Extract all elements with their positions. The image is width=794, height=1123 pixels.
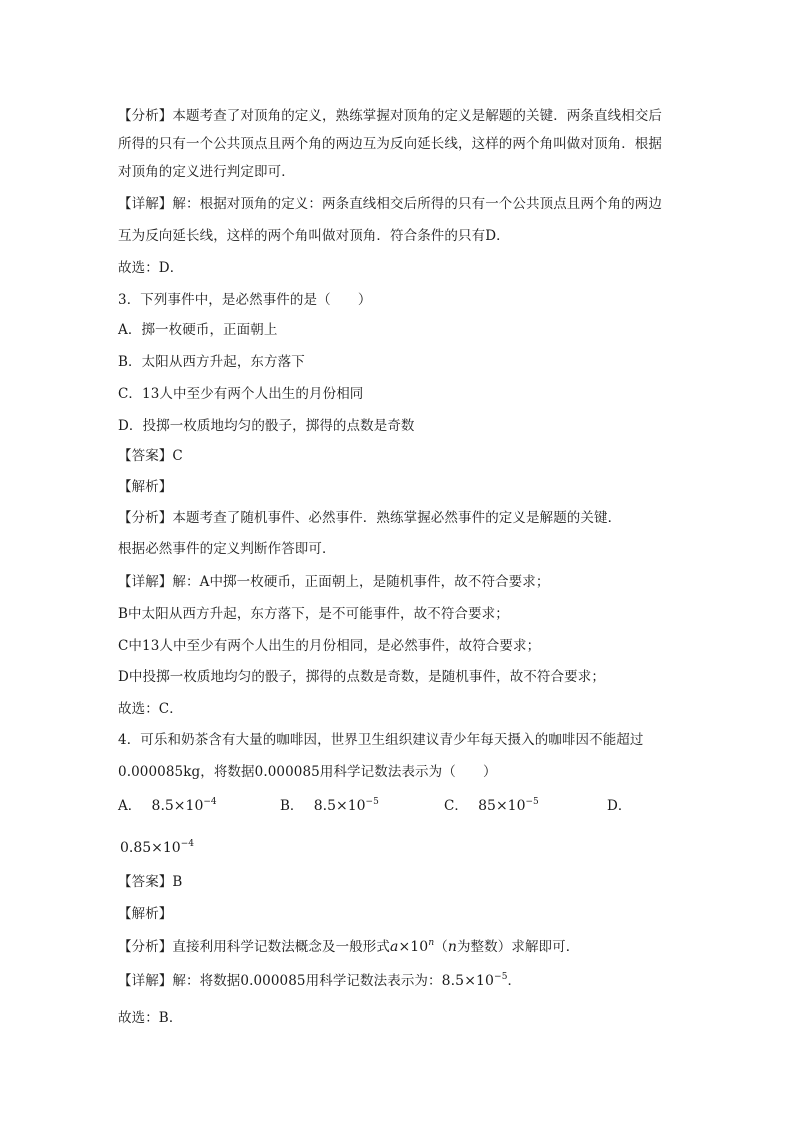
q2-analysis-line-3: 对顶角的定义进行判定即可． <box>118 164 295 180</box>
q3-option-c: C．13人中至少有两个人出生的月份相同 <box>118 386 364 402</box>
q2-detail-line-1: 【详解】解：根据对顶角的定义：两条直线相交后所得的只有一个公共顶点且两个角的两边 <box>118 196 662 212</box>
q4-option-c <box>444 796 539 816</box>
q4-detail-base: 8.5×10 <box>441 973 495 989</box>
q3-detail-line-1: 【详解】解：A中掷一枚硬币，正面朝上，是随机事件，故不符合要求； <box>118 574 550 590</box>
q4-option-b-base: 8.5×10 <box>313 798 366 814</box>
q4-option-a-base: 8.5×10 <box>151 798 204 814</box>
q4-analysis-text-post: 为整数）求解即可． <box>456 939 580 955</box>
q4-option-d-label: D． <box>607 798 632 814</box>
q3-analysis-line-1: 【分析】本题考查了随机事件、必然事件．熟练掌握必然事件的定义是解题的关键． <box>118 510 622 526</box>
q3-choice: 故选：C． <box>118 701 183 717</box>
q4-option-c-base: 85×10 <box>478 798 526 814</box>
q3-detail-line-2: B中太阳从西方升起，东方落下，是不可能事件，故不符合要求； <box>118 606 509 622</box>
q3-analysis-line-2: 根据必然事件的定义判断作答即可． <box>118 541 336 557</box>
q4-analysis-paren: （ <box>434 939 448 955</box>
q4-stem-line-1: 4．可乐和奶茶含有大量的咖啡因，世界卫生组织建议青少年每天摄入的咖啡因不能超过 <box>118 732 644 748</box>
q2-detail-line-2: 互为反向延长线，这样的两个角叫做对顶角．符合条件的只有D． <box>118 228 510 244</box>
q4-detail-end: ． <box>507 973 522 989</box>
q4-option-b-label: B． <box>280 798 304 814</box>
q3-answer: 【答案】C <box>118 448 183 464</box>
q4-option-b <box>280 796 379 816</box>
q4-option-d <box>120 838 194 858</box>
q4-choice: 故选：B． <box>118 1010 183 1026</box>
q4-analysis-var-n2: n <box>447 939 457 955</box>
q2-choice: 故选：D． <box>118 260 184 276</box>
q4-answer: 【答案】B <box>118 874 183 890</box>
q4-analysis-times: ×10 <box>398 939 429 955</box>
q3-detail-line-3: C中13人中至少有两个人出生的月份相同，是必然事件，故符合要求； <box>118 638 541 654</box>
q4-option-c-exp: −5 <box>525 797 539 807</box>
q4-explain-heading: 【解析】 <box>118 906 173 922</box>
q4-stem-line-2: 0.000085kg，将数据0.000085用科学记数法表示为（ ） <box>118 764 497 780</box>
q3-detail-line-4: D中投掷一枚质地均匀的骰子，掷得的点数是奇数，是随机事件，故不符合要求； <box>118 669 605 685</box>
q4-detail-text: 【详解】解：将数据0.000085用科学记数法表示为： <box>118 973 442 989</box>
q4-analysis-var-n: n <box>428 938 435 948</box>
q3-option-a: A．掷一枚硬币，正面朝上 <box>118 322 278 338</box>
q4-option-a-label: A． <box>118 798 142 814</box>
q4-analysis-text-pre: 【分析】直接利用科学记数法概念及一般形式 <box>118 939 390 955</box>
q4-detail <box>118 971 521 991</box>
q2-analysis-line-1: 【分析】本题考查了对顶角的定义，熟练掌握对顶角的定义是解题的关键．两条直线相交后 <box>118 108 662 124</box>
q4-detail-exp: −5 <box>494 972 508 982</box>
q3-option-d: D．投掷一枚质地均匀的骰子，掷得的点数是奇数 <box>118 418 415 434</box>
q4-option-b-exp: −5 <box>365 797 379 807</box>
q4-option-d-exp: −4 <box>180 839 194 849</box>
q4-option-c-label: C． <box>444 798 468 814</box>
q3-explain-heading: 【解析】 <box>118 479 173 495</box>
q4-option-a <box>118 796 217 816</box>
q2-analysis-line-2: 所得的只有一个公共顶点且两个角的两边互为反向延长线，这样的两个角叫做对顶角．根据 <box>118 136 662 152</box>
q3-option-b: B．太阳从西方升起，东方落下 <box>118 354 305 370</box>
q3-stem: 3．下列事件中，是必然事件的是（ ） <box>118 292 372 308</box>
q4-option-a-exp: −4 <box>203 797 217 807</box>
q4-analysis <box>118 937 579 957</box>
q4-analysis-var-a: a <box>390 939 399 955</box>
q4-option-d-base: 0.85×10 <box>120 840 181 856</box>
